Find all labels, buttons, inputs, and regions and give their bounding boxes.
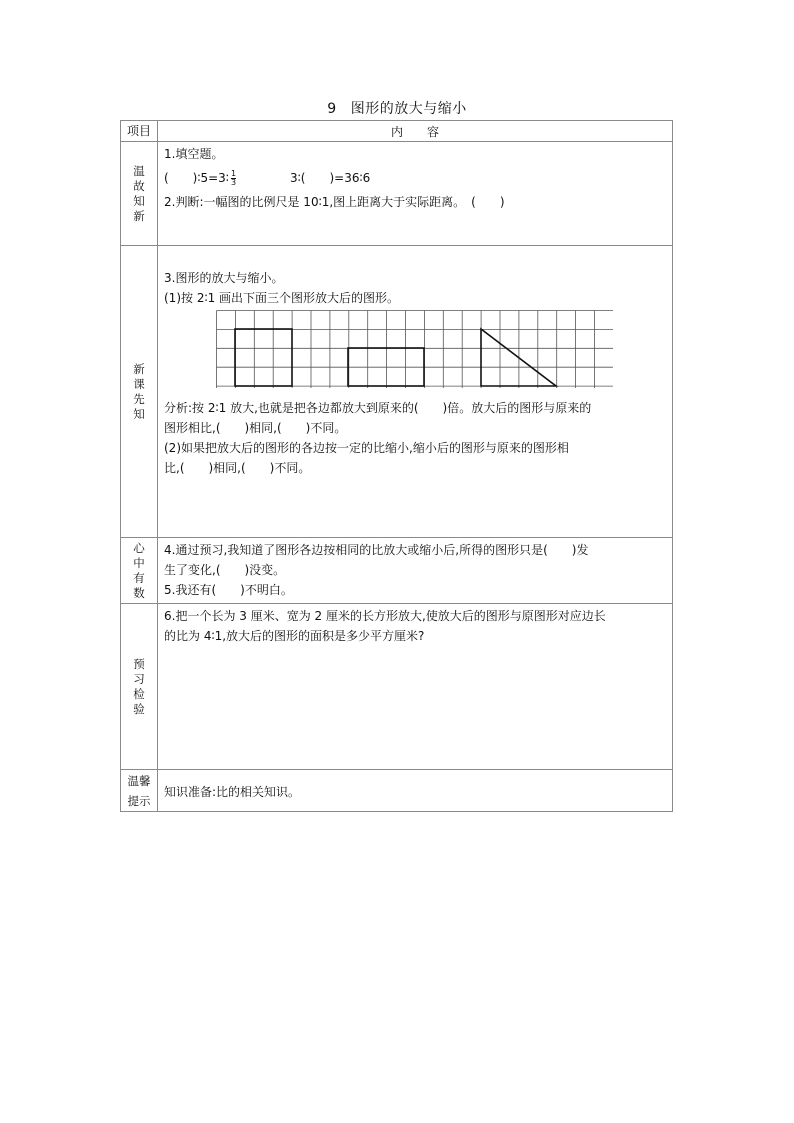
worksheet-table xyxy=(120,120,673,812)
content-summary xyxy=(158,538,673,604)
grid-svg[interactable] xyxy=(216,310,613,388)
q4-line1: 4.通过预习,我知道了图形各边按相同的比放大或缩小后,所得的图形只是( )发 xyxy=(164,543,589,557)
drawing-grid[interactable] xyxy=(216,310,666,394)
section-check xyxy=(121,604,673,770)
q1-title: 1.填空题。 xyxy=(164,147,224,161)
section-summary xyxy=(121,538,673,604)
lesson-number: 9 xyxy=(327,101,337,117)
label-tips: 温馨 提示 xyxy=(121,770,158,812)
section-tips xyxy=(121,770,673,812)
square-figure xyxy=(235,329,292,386)
header-row xyxy=(121,121,673,142)
section-review xyxy=(121,142,673,246)
q4-line2: 生了变化,( )没变。 xyxy=(164,563,286,577)
analysis-line2: 图形相比,( )相同,( )不同。 xyxy=(164,421,347,435)
header-content: 内 容 xyxy=(158,121,673,142)
q5: 5.我还有( )不明白。 xyxy=(164,583,293,597)
fraction-one-third: $\frac{1}{3}$ xyxy=(230,169,237,187)
q3-part2-line2: 比,( )相同,( )不同。 xyxy=(164,461,311,475)
lesson-title: 图形的放大与缩小 xyxy=(350,101,467,117)
label-summary: 心 中 有 数 xyxy=(121,538,158,604)
q3-title: 3.图形的放大与缩小。 xyxy=(164,271,284,285)
label-review: 温 故 知 新 xyxy=(121,142,158,246)
content-check xyxy=(158,604,673,770)
tips-text: 知识准备:比的相关知识。 xyxy=(164,784,301,799)
q6-line1: 6.把一个长为 3 厘米、宽为 2 厘米的长方形放大,使放大后的图形与原图形对应边长 xyxy=(164,609,606,623)
label-check: 预 习 检 验 xyxy=(121,604,158,770)
q3-part2-line1: (2)如果把放大后的图形的各边按一定的比缩小,缩小后的图形与原来的图形相 xyxy=(164,441,569,455)
page-title xyxy=(0,98,794,118)
q6-line2: 的比为 4∶1,放大后的图形的面积是多少平方厘米? xyxy=(164,629,425,643)
section-preview xyxy=(121,246,673,538)
q2-judge: 2.判断:一幅图的比例尺是 10∶1,图上距离大于实际距离。 ( ) xyxy=(164,195,505,209)
header-item: 项目 xyxy=(121,121,158,142)
q3-part1: (1)按 2∶1 画出下面三个图形放大后的图形。 xyxy=(164,291,400,305)
content-review xyxy=(158,142,673,246)
label-preview: 新 课 先 知 xyxy=(121,246,158,538)
content-preview xyxy=(158,246,673,538)
q1-blanks: ( )∶5=3∶ $\frac{1}{3}$ 3∶( )=36∶6 xyxy=(164,169,371,187)
analysis-line1: 分析:按 2∶1 放大,也就是把各边都放大到原来的( )倍。放大后的图形与原来的 xyxy=(164,401,592,415)
content-tips xyxy=(158,770,673,812)
